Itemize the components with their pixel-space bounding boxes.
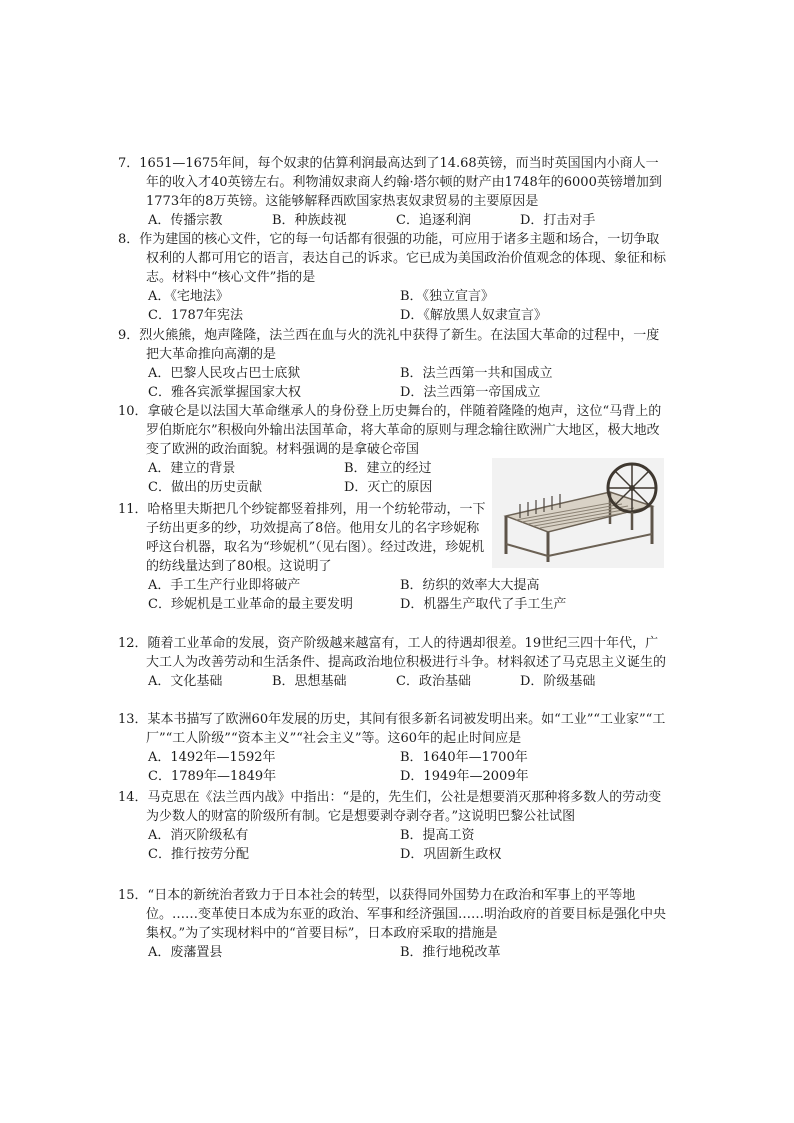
options (118, 287, 666, 325)
question-13 (118, 710, 666, 786)
option-d: D．灭亡的原因 (344, 480, 433, 495)
option-d: D．机器生产取代了手工生产 (400, 597, 567, 612)
option-b: B．1640年—1700年 (400, 750, 528, 765)
options (118, 943, 666, 962)
options (118, 576, 666, 614)
option-b: B．纺织的效率大大提高 (400, 578, 540, 593)
option-d: D．巩固新生政权 (400, 847, 502, 862)
option-b: B．思想基础 (272, 674, 347, 689)
option-b: B．建立的经过 (344, 461, 432, 476)
question-number: 10． (118, 404, 148, 419)
option-d: D．法兰西第一帝国成立 (400, 385, 541, 400)
options (118, 748, 666, 786)
option-a: A．消灭阶级私有 (148, 828, 249, 843)
question-stem: 某本书描写了欧洲60年发展的历史，其间有很多新名词被发明出来。如“工业”“工业家”“工厂”“工人阶级”“资本主义”“社会主义”等。这60年的起止时间应是 (146, 712, 666, 746)
options (118, 364, 666, 402)
option-d: D．《解放黑人奴隶宣言》 (400, 308, 547, 323)
question-11 (118, 500, 666, 614)
question-stem: 随着工业革命的发展，资产阶级越来越富有，工人的待遇却很差。19世纪三四十年代，广大工人为改善劳动和生活条件、提高政治地位积极进行斗争。材料叙述了马克思主义诞生的 (146, 636, 667, 670)
option-d: D．阶级基础 (520, 674, 596, 689)
option-d: D．打击对手 (520, 213, 596, 228)
options (118, 826, 666, 864)
option-b: B．法兰西第一共和国成立 (400, 366, 553, 381)
question-stem: “日本的新统治者致力于日本社会的转型，以获得同外国势力在政治和军事上的平等地位。……变革使日本成为东亚的政治、军事和经济强国……明治政府的首要目标是强化中央集权。”为了实现材料中的“首要目标”，日本政府采取的措施是 (146, 888, 667, 941)
question-number: 15． (118, 888, 148, 903)
question-stem: 烈火熊熊，炮声隆隆，法兰西在血与火的洗礼中获得了新生。在法国大革命的过程中，一度把大革命推向高潮的是 (139, 328, 660, 362)
option-a: A．手工生产行业即将破产 (148, 578, 301, 593)
option-b: B．种族歧视 (272, 213, 347, 228)
option-a: A．传播宗教 (148, 213, 223, 228)
option-c: C．做出的历史贡献 (148, 480, 262, 495)
option-c: C．1787年宪法 (148, 308, 244, 323)
question-stem: 马克思在《法兰西内战》中指出：“是的，先生们，公社是想要消灭那种将多数人的劳动变为少数人的财富的阶级所有制。它是想要剥夺剥夺者。”这说明巴黎公社试图 (146, 790, 662, 824)
question-15 (118, 886, 666, 962)
option-c: C．追逐利润 (396, 213, 471, 228)
question-14 (118, 788, 666, 864)
option-d: D．1949年—2009年 (400, 769, 529, 784)
option-a: A．《宅地法》 (148, 289, 229, 304)
options (118, 211, 666, 230)
question-stem: 哈格里夫斯把几个纱锭都竖着排列，用一个纺轮带动，一下子纺出更多的纱，功效提高了8倍。他用女儿的名字珍妮称呼这台机器，取名为“珍妮机”（见右图）。经过改进，珍妮机的纺线量达到了80根。这说明了 (146, 502, 486, 574)
question-number: 7． (118, 156, 140, 171)
option-b: B．提高工资 (400, 828, 475, 843)
option-b: B．《独立宣言》 (400, 289, 495, 304)
question-number: 13． (118, 712, 148, 727)
option-c: C．雅各宾派掌握国家大权 (148, 385, 301, 400)
option-b: B．推行地税改革 (400, 945, 501, 960)
question-stem: 拿破仑是以法国大革命继承人的身份登上历史舞台的，伴随着隆隆的炮声，这位“马背上的罗伯斯庇尔”积极向外输出法国革命，将大革命的原则与理念输往欧洲广大地区，极大地改变了欧洲的政治面貌。材料强调的是拿破仑帝国 (146, 404, 662, 457)
question-stem: 1651—1675年间，每个奴隶的估算利润最高达到了14.68英镑，而当时英国国内小商人一年的收入才40英镑左右。利物浦奴隶商人约翰·塔尔顿的财产由1748年的6000英镑增加到1773年的8万英镑。这能够解释西欧国家热衷奴隶贸易的主要原因是 (139, 156, 662, 209)
option-a: A．建立的背景 (148, 461, 236, 476)
question-number: 11． (118, 502, 148, 517)
option-c: C．推行按劳分配 (148, 847, 249, 862)
option-a: A．文化基础 (148, 674, 223, 689)
question-8 (118, 230, 666, 325)
question-12 (118, 634, 666, 691)
question-stem: 作为建国的核心文件，它的每一句话都有很强的功能，可应用于诸多主题和场合，一切争取权利的人都可用它的语言，表达自己的诉求。它已成为美国政治价值观念的体现、象征和标志。材料中“核心文件”指的是 (139, 232, 667, 285)
option-c: C．政治基础 (396, 674, 471, 689)
option-a: A．废藩置县 (148, 945, 223, 960)
question-7 (118, 154, 666, 230)
question-number: 12． (118, 636, 148, 651)
option-a: A．1492年—1592年 (148, 750, 276, 765)
option-c: C．珍妮机是工业革命的最主要发明 (148, 597, 353, 612)
option-c: C．1789年—1849年 (148, 769, 277, 784)
question-9 (118, 326, 666, 402)
question-number: 8． (118, 232, 140, 247)
option-a: A．巴黎人民攻占巴士底狱 (148, 366, 301, 381)
options (118, 672, 666, 691)
question-number: 9． (118, 328, 140, 343)
question-number: 14． (118, 790, 148, 805)
